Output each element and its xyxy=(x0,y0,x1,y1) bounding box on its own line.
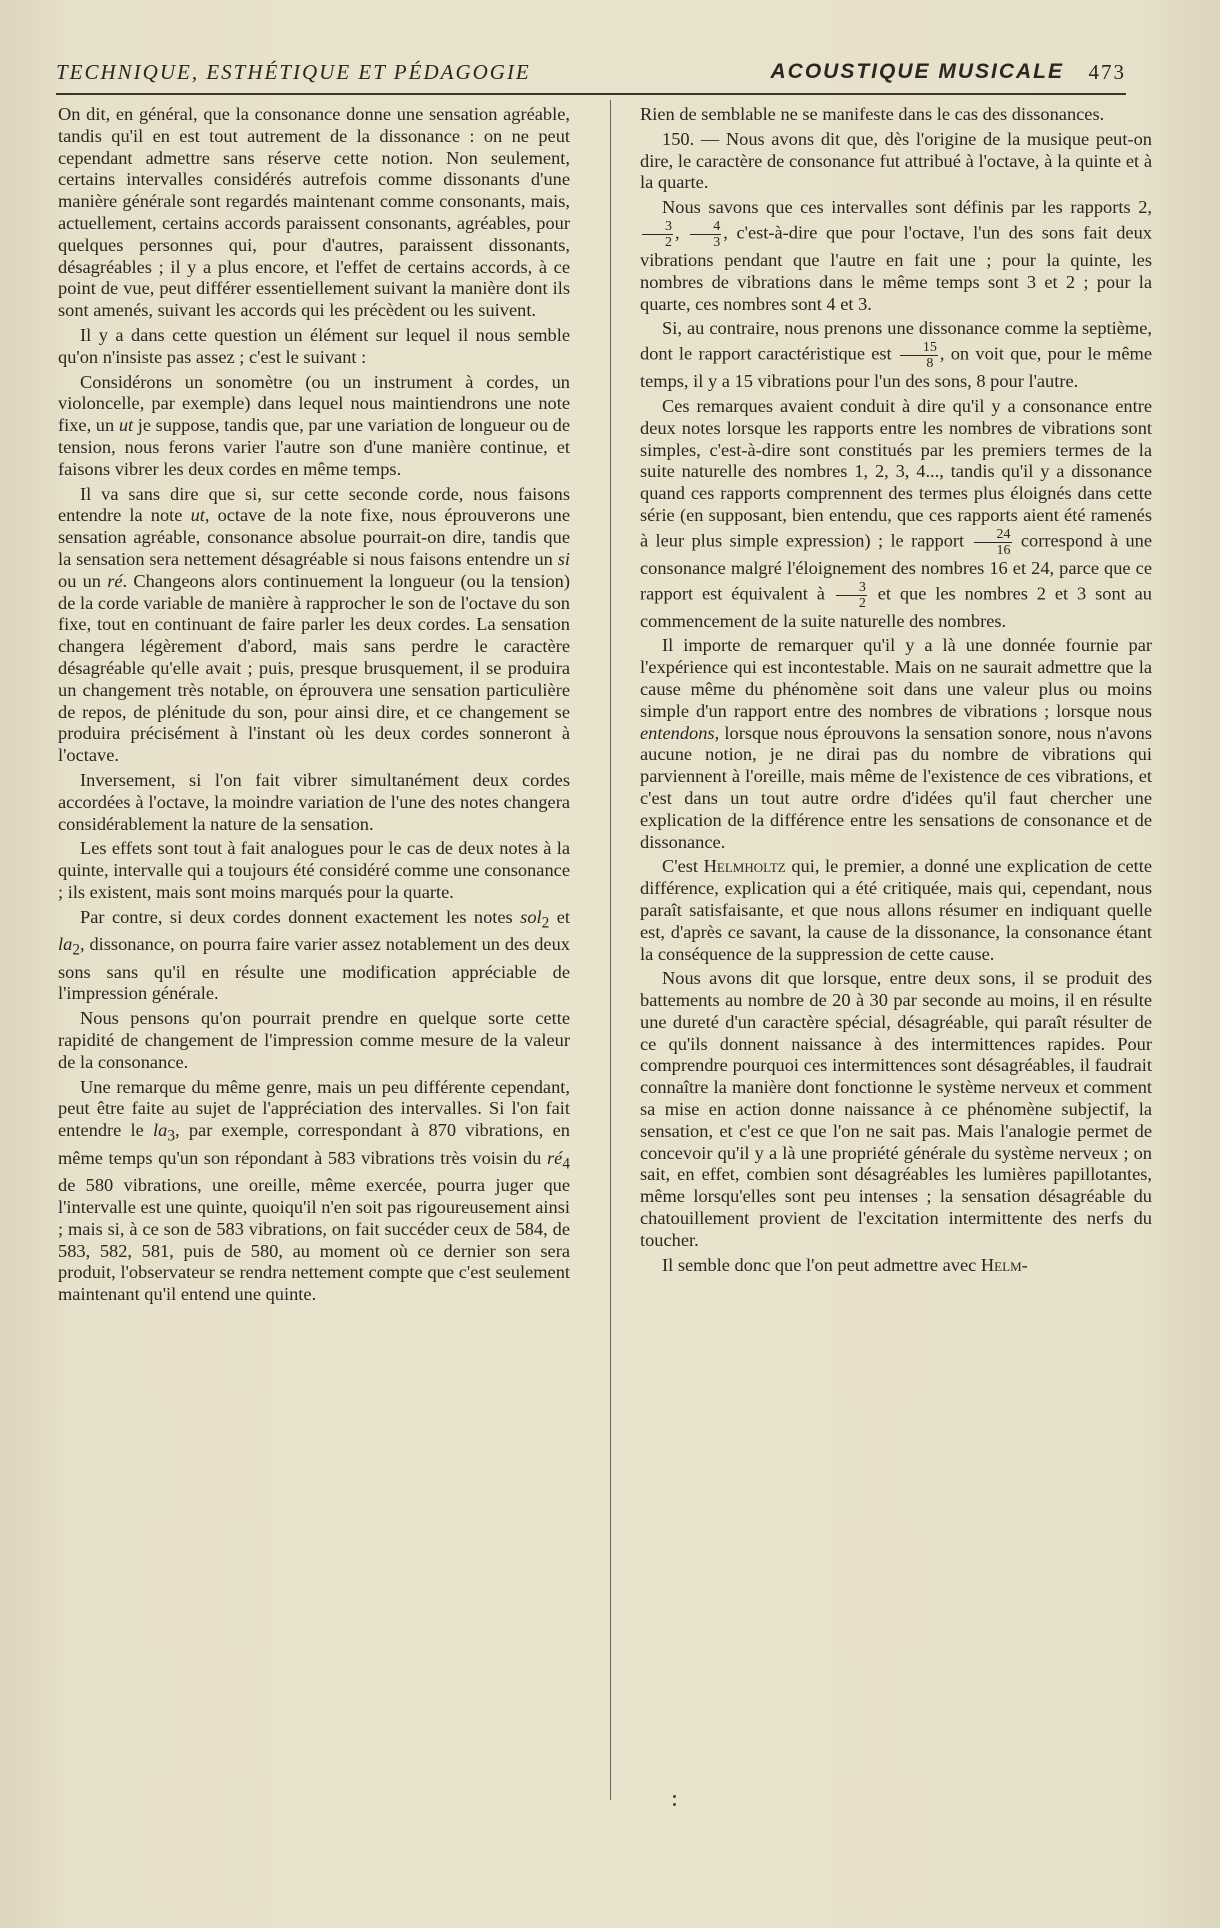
paragraph: C'est Helmholtz qui, le premier, a donné une explication de cette différence, explication qui a été critiquée, mais qui, cependant, nous paraît satisfaisante, et que nous allons résumer en indiquant quelle est, d'après ce savant, la cause de la dissonance, la consonance étant la conséquence de la suppression de cette cause. xyxy=(640,856,1152,964)
header-right-title: ACOUSTIQUE MUSICALE xyxy=(770,60,1064,83)
paragraph: Si, au contraire, nous prenons une dissonance comme la septième, dont le rapport caractéristique est $\frac{15}{8}$ , on voit que, pour le même temps, il y a 15 vibrations pour l'un des sons, 8 pour l'autre. xyxy=(640,318,1152,392)
author-name: Helmholtz xyxy=(703,856,786,877)
page-number: 473 xyxy=(1088,60,1126,84)
fraction: $\frac{3}{2}$ xyxy=(642,219,673,250)
paragraph: Nous pensons qu'on pourrait prendre en quelque sorte cette rapidité de changement de l'impression comme mesure de la valeur de la consonance. xyxy=(58,1008,570,1072)
note-ut: ut xyxy=(190,505,205,526)
note-re: ré xyxy=(547,1147,563,1168)
paragraph: Rien de semblable ne se manifeste dans le cas des dissonances. xyxy=(640,104,1105,124)
running-header xyxy=(56,60,1126,90)
left-column xyxy=(58,104,570,1309)
note-la: la xyxy=(153,1120,168,1141)
paragraph: Inversement, si l'on fait vibrer simultanément deux cordes accordées à l'octave, la moindre variation de l'une des notes changera considérablement la nature de la sensation. xyxy=(58,769,570,834)
fraction: $\frac{4}{3}$ xyxy=(690,219,721,250)
paragraph: Nous savons que ces intervalles sont définis par les rapports 2, $\frac{3}{2}$ , $\frac{4}{3}$ , c'est-à-dire que pour l'octave, l'un des sons fait deux vibrations pendant que l'autre en fait une ; pour la quinte, les nombres de vibrations dans le même temps sont 3 et 2 ; pour la quarte, ces nombres sont 4 et 3. xyxy=(640,197,1152,314)
paragraph: On dit, en général, que la consonance donne une sensation agréable, tandis qu'il en est tout autrement de la dissonance : on ne peut cependant admettre sans réserve cette notion. Non seulement, certains intervalles considérés autrefois comme dissonants d'une manière générale sont regardés maintenant comme consonants, mais, actuellement, certains accords paraissent consonants, agréables, pour quelques personnes qui, pour d'autres, paraissent dissonants, désagréables ; il y a plus encore, et l'effet de certains accords, à ce point de vue, peut différer essentiellement suivant la manière dont ils sont amenés, suivant les accords qui les précèdent ou les suivent. xyxy=(58,104,570,321)
paragraph: Nous avons dit que lorsque, entre deux sons, il se produit des battements au nombre de 20 à 30 par seconde au moins, il en résulte une dureté d'un caractère spécial, désagréable, qui paraît résulter de ce qu'ils donnent naissance à des intermittences rapides. Pour comprendre pourquoi ces intermittences sont désagréables, il faudrait connaître la manière dont fonctionne le système nerveux et comment sa mise en action donne naissance à ce phénomène subjectif, la sensation, et c'est ce que l'on ne sait pas. Mais l'analogie permet de concevoir qu'il y a là une propriété générale du système nerveux ; on sait, en effet, combien sont désagréables les lumières papillotantes, même lorsqu'elles sont peu intenses ; la sensation désagréable du chatouillement provient de l'excitation intermittente des nerfs du toucher. xyxy=(640,968,1152,1250)
paragraph: Il importe de remarquer qu'il y a là une donnée fournie par l'expérience qui est incontestable. Mais on ne saurait admettre que la cause même du phénomène soit dans une valeur plus ou moins simple d'un rapport entre des nombres de vibrations ; lorsque nous entendons, lorsque nous éprouvons la sensation sonore, nous n'avons aucune notion, je ne dirai pas du nombre de vibrations qui parviennent à l'oreille, mais même de l'existence de ces vibrations, et c'est dans un tout autre ordre d'idées qu'il faut chercher une explication de la différence entre les sensations de consonance et de dissonance. xyxy=(640,635,1152,852)
header-rule xyxy=(56,93,1126,95)
paragraph: Les effets sont tout à fait analogues pour le cas de deux notes à la quinte, intervalle qui a toujours été considéré comme une consonance ; ils existent, mais sont moins marqués pour la quarte. xyxy=(58,838,570,902)
column-divider xyxy=(610,100,611,1800)
fraction: $\frac{24}{16}$ xyxy=(974,527,1012,558)
note-ut: ut xyxy=(118,415,134,436)
paragraph: Considérons un sonomètre (ou un instrument à cordes, un violoncelle, par exemple) dans lequel nous maintiendrons une note fixe, un ut je suppose, tandis que, par une variation de longueur ou de tension, nous ferons varier l'autre son d'une manière continue, et faisons vibrer les deux cordes en même temps. xyxy=(58,371,570,479)
note-re: ré xyxy=(107,570,123,591)
page-marks xyxy=(670,1790,678,1811)
fraction: $\frac{15}{8}$ xyxy=(900,340,938,371)
note-la: la xyxy=(58,934,73,955)
note-si: si xyxy=(557,548,570,569)
paragraph: Il va sans dire que si, sur cette seconde corde, nous faisons entendre la note ut, octave de la note fixe, nous éprouverons une sensation agréable, consonance absolue pourrait-on dire, tandis que la sensation sera nettement désagréable si nous faisons entendre un si ou un ré. Changeons alors continuement la longueur (ou la tension) de la corde variable de manière à rapprocher le son de l'octave du son fixe, tout en continuant de faire parler les deux cordes. La sensation changera légèrement d'abord, mais sans perdre le caractère désagréable qu'elle avait ; puis, presque brusquement, il se produira un changement très notable, on éprouvera une sensation particulière de repos, de plénitude du son, pour ainsi dire, et ce changement se produira précisément à l'instant où les deux cordes sonneront à l'octave. xyxy=(58,483,570,766)
right-column xyxy=(640,104,1152,1279)
emphasis: entendons xyxy=(640,722,715,743)
paragraph: Il semble donc que l'on peut admettre avec Helm- xyxy=(662,1254,1028,1275)
paragraph-150: 150. — Nous avons dit que, dès l'origine de la musique peut-on dire, le caractère de consonance fut attribué à l'octave, à la quinte et à la quarte. xyxy=(640,128,1152,193)
fraction: $\frac{3}{2}$ xyxy=(836,580,867,611)
note-sol: sol xyxy=(520,906,542,927)
paragraph: Ces remarques avaient conduit à dire qu'il y a consonance entre deux notes lorsque les rapports entre les nombres de vibrations sont simples, c'est-à-dire sont constitués par les premiers termes de la suite naturelle des nombres 1, 2, 3, 4..., tandis qu'il y a dissonance quand ces rapports comprennent des termes plus éloignés dans cette série (en supposant, bien entendu, que ces rapports aient été ramenés à leur plus simple expression) ; le rapport $\frac{24}{16}$ correspond à une consonance malgré l'éloignement des nombres 16 et 24, parce que ce rapport est équivalent à $\frac{3}{2}$ et que les nombres 2 et 3 sont au commencement de la suite naturelle des nombres. xyxy=(640,395,1153,631)
paragraph: Par contre, si deux cordes donnent exactement les notes sol$_2$ et $la_2$, dissonance, on pourra faire varier assez notablement un des deux sons sans qu'il en résulte une modification appréciable de l'impression générale. xyxy=(58,906,570,1004)
header-left-title: TECHNIQUE, ESTHÉTIQUE ET PÉDAGOGIE xyxy=(56,60,531,84)
author-name: Helm- xyxy=(980,1254,1028,1275)
paragraph: Il y a dans cette question un élément sur lequel il nous semble qu'on n'insiste pas assez ; c'est le suivant : xyxy=(58,324,570,367)
paragraph: Une remarque du même genre, mais un peu différente cependant, peut être faite au sujet de l'appréciation des intervalles. Si l'on fait entendre le $la_3$, par exemple, correspondant à 870 vibrations, en même temps qu'un son répondant à 583 vibrations très voisin du $ré_4$ de 580 vibrations, une oreille, même exercée, pourra juger que l'intervalle est une quinte, quoiqu'il n'en soit pas rigoureusement ainsi ; mais si, à ce son de 583 vibrations, on fait succéder ceux de 584, de 583, 582, 581, puis de 580, au moment où ce dernier son sera produit, l'observateur se rendra nettement compte que c'est seulement maintenant qu'il entend une quinte. xyxy=(58,1076,570,1305)
